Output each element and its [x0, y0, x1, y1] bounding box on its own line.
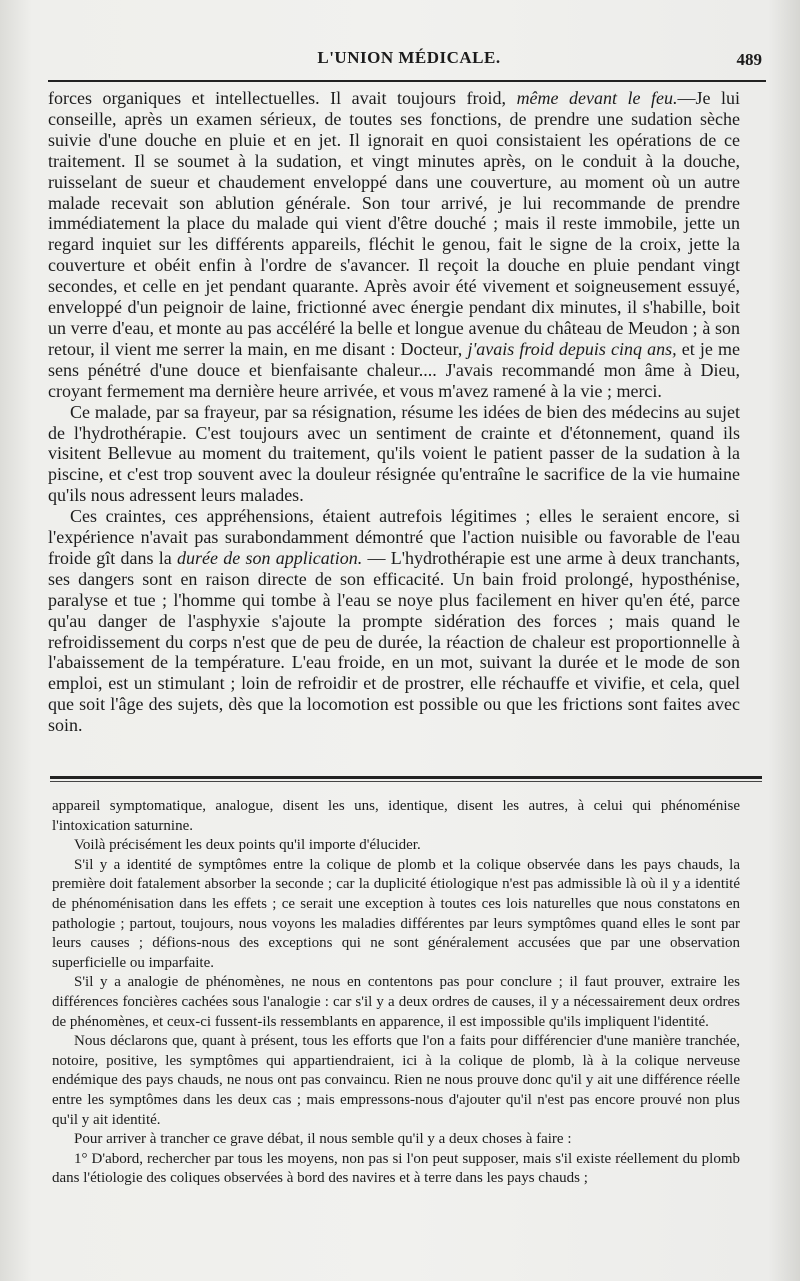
paragraph: Pour arriver à trancher ce grave débat, il nous semble qu'il y a deux choses à faire : — [74, 1131, 572, 1148]
paragraph: Ce malade, par sa frayeur, par sa résignation, résume les idées de bien des médecins au sujet de l'hydrothérapie. C'est toujours avec un sentiment de crainte et d'étonnement, quand ils visitent Bellevue au moment du traitement, qu'ils voient le patient passer de la sudation à la piscine, et c'est trop souvent avec la douleur résignée qu'entraîne le sacrifice de la vie humaine qu'ils nous adressent leurs malades. — [48, 401, 740, 506]
text-run: forces organiques et intellectuelles. Il avait toujours froid, — [48, 88, 517, 108]
paragraph: Voilà précisément les deux points qu'il importe d'élucider. — [74, 837, 421, 854]
paragraph: S'il y a analogie de phénomènes, ne nous en contentons pas pour conclure ; il faut prouver, extraire les différences foncières cachées sous l'analogie : car s'il y a deux ordres de causes, il y a nécessairement deux ordres de phénomènes, et ceux-ci fussent-ils ressemblants en apparence, il est impossible qu'ils impliquent l'identité. — [52, 974, 740, 1030]
text-run: et je me sens pénétré d'une douce et bienfaisante chaleur.... J'avais recommandé mon âme à Dieu, croyant fermement ma dernière heure arrivée, et vous m'avez ramené à la vie ; merci. — [48, 338, 740, 401]
paragraph: S'il y a identité de symptômes entre la colique de plomb et la colique observée dans les pays chauds, la première doit fatalement absorber la seconde ; car la duplicité étiologique n'est pas admissible là où il y a identité de phénoménisation dans les effets ; ce serait une exception à toutes ces lois naturelles que nous constatons en pathologie ; partout, toujours, nous voyons les maladies différentes par leurs symptômes quand elles le sont par leurs causes ; défions-nous des exceptions qui ne sont généralement accusées que par une observation superficielle ou imparfaite. — [52, 856, 740, 971]
divider-thick — [50, 776, 762, 779]
paragraph: appareil symptomatique, analogue, disent les uns, identique, disent les autres, à celui qui phénoménise l'intoxication saturnine. — [52, 798, 740, 834]
header-rule — [48, 80, 766, 82]
italic-run: même devant le feu. — [516, 88, 678, 108]
page-header — [48, 48, 770, 78]
text-run: Ces craintes, ces appréhensions, étaient autrefois légitimes ; elles le seraient encore, si l'expérience n'avait pas surabondamment démontré que l'action nuisible ou favorable de l'eau froide gît dans la — [48, 506, 740, 568]
paragraph — [48, 506, 740, 736]
page-number: 489 — [736, 50, 762, 69]
running-title: L'UNION MÉDICALE. — [317, 48, 501, 67]
paragraph: Nous déclarons que, quant à présent, tous les efforts que l'on a faits pour différencier d'une manière tranchée, notoire, positive, les symptômes qui appartiendraient, ici à la colique de plomb, là à la colique nerveuse endémique des pays chauds, ne nous ont pas convaincu. Rien ne nous prouve donc qu'il y ait une différence réelle entre les symptômes dans les deux cas ; mais empressons-nous d'ajouter qu'il n'est pas encore prouvé non plus qu'il y ait identité. — [52, 1033, 740, 1128]
italic-run: j'avais froid depuis cinq ans, — [467, 338, 677, 359]
text-run: — L'hydrothérapie est une arme à deux tranchants, ses dangers sont en raison directe de son efficacité. Un bain froid prolongé, hyposthénise, paralyse et tue ; l'homme qui tombe à l'eau se noye plus facilement en hiver qu'en été, parce qu'au danger de l'asphyxie s'ajoute la prompte sidération des forces ; mais quand le refroidissement du corps n'est que de peu de durée, la réaction de chaleur est proportionnelle à l'abaissement de la température. L'eau froide, en un mot, suivant la durée et le mode de son emploi, est un stimulant ; loin de refroidir et de prostrer, elle réchauffe et vivifie, et cela, quel que soit l'âge des sujets, dès que la locomotion est possible ou que les frictions sont faites avec soin. — [48, 547, 740, 736]
italic-run: durée de son application. — [177, 547, 363, 568]
upper-article — [48, 88, 740, 736]
paragraph — [48, 88, 740, 402]
text-run: —Je lui conseille, après un examen sérieux, de toutes ses fonctions, de prendre une sudation sèche suivie d'une douche en pluie et en jet. Il ignorait en quoi consistaient les opérations de ce traitement. Il se soumet à la sudation, et vingt minutes après, on le conduit à la douche, ruisselant de sueur et chaudement enveloppé dans une couverture, au moment où un autre malade recevait son ablution générale. Son tour arrivé, je lui recommande de prendre immédiatement la place du malade qui vient d'être douché ; mais il reste immobile, jette un regard inquiet sur les différents appareils, fléchit le genou, fait le signe de la croix, jette la couverture et obéit enfin à l'ordre de s'avancer. Il reçoit la douche en pluie pendant vingt secondes, et celle en jet pendant quarante. Après avoir été vivement et soigneusement essuyé, enveloppé d'un peignoir de laine, frictionné avec énergie pendant dix minutes, il s'habille, boit un verre d'eau, et monte au pas accéléré la belle et longue avenue du château de Meudon ; à son retour, il vient me serrer la main, en me disant : Docteur, — [48, 88, 741, 359]
lower-article — [52, 797, 740, 1189]
divider-thin — [50, 781, 762, 782]
section-divider — [50, 776, 762, 782]
paragraph: 1° D'abord, rechercher par tous les moyens, non pas si l'on peut supposer, mais s'il existe réellement du plomb dans l'étiologie des coliques observées à bord des navires et à terre dans les pays chauds ; — [52, 1150, 740, 1187]
